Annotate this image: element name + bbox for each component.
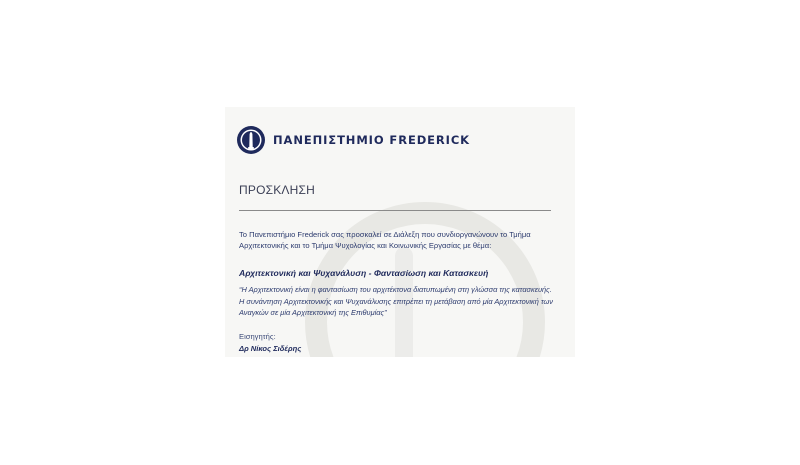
university-name: ΠΑΝΕΠΙΣΤΗΜΙΟ FREDERICK: [273, 133, 470, 147]
university-emblem-icon: [236, 125, 266, 155]
speaker-name: Δρ Νίκος Σιδέρης: [239, 344, 302, 353]
lecture-quote: “Η Αρχιτεκτονική είναι η φαντασίωση του αρχιτέκτονα διατυπωμένη στη γλώσσα της κατασκευής. Η συνάντηση Αρχιτεκτονικής και Ψυχανάλυσης επιτρέπει τη μετάβαση από μία Αρχιτεκτονική των Αναγκών σε μία Αρχιτεκτονική της Επιθυμίας”: [239, 285, 553, 317]
lecture-title: Αρχιτεκτονική και Ψυχανάλυση - Φαντασίωση και Κατασκευή: [239, 268, 489, 278]
university-logo: [236, 125, 470, 155]
intro-paragraph: Το Πανεπιστήμιο Frederick σας προσκαλεί σε Διάλεξη που συνδιοργανώνουν το Τμήμα Αρχιτεκτονικής και το Τμήμα Ψυχολογίας και Κοινωνικής Εργασίας με θέμα:: [239, 230, 531, 250]
speaker-label: Εισηγητής:: [239, 332, 276, 341]
page-heading: ΠΡΟΣΚΛΗΣΗ: [239, 183, 315, 197]
heading-divider: [239, 210, 551, 211]
watermark-emblem: [305, 202, 545, 357]
invitation-page: [225, 107, 575, 357]
